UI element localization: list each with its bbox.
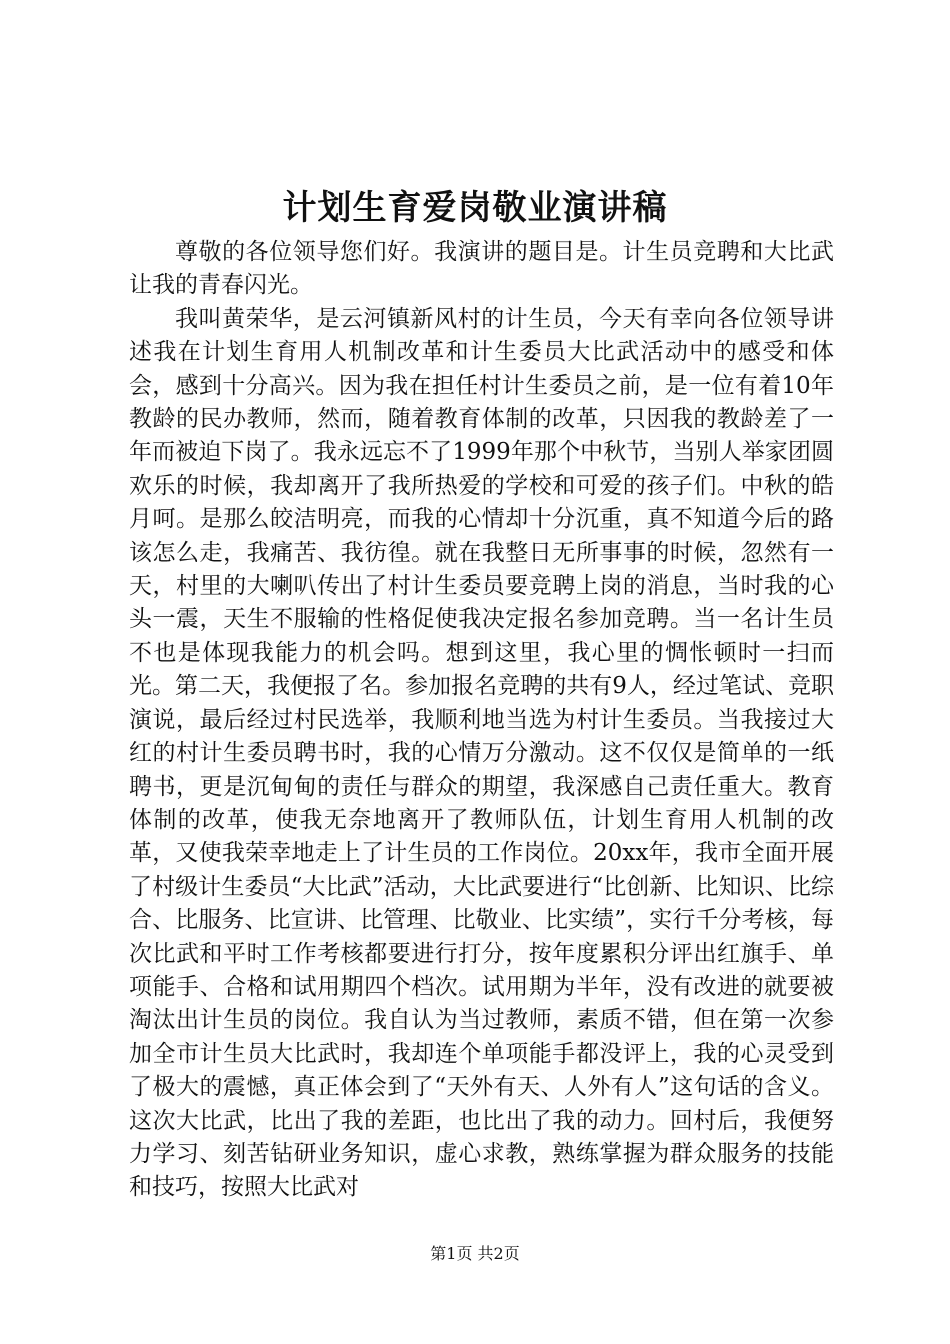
paragraph-greeting: 尊敬的各位领导您们好。我演讲的题目是。计生员竞聘和大比武让我的青春闪光。 — [129, 239, 834, 299]
document-body — [129, 236, 834, 1205]
page-number-footer: 第1页 共2页 — [430, 1244, 520, 1263]
paragraph-main: 我叫黄荣华，是云河镇新风村的计生员，今天有幸向各位领导讲述我在计划生育用人机制改革和计生委员大比武活动中的感受和体会，感到十分高兴。因为我在担任村计生委员之前，是一位有着10年教龄的民办教师，然而，随着教育体制的改革，只因我的教龄差了一年而被迫下岗了。我永远忘不了1999年那个中秋节，当别人举家团圆欢乐的时候，我却离开了我所热爱的学校和可爱的孩子们。中秋的皓月呵。是那么皎洁明亮，而我的心情却十分沉重，真不知道今后的路该怎么走，我痛苦、我彷徨。就在我整日无所事事的时候，忽然有一天，村里的大喇叭传出了村计生委员要竞聘上岗的消息，当时我的心头一震，天生不服输的性格促使我决定报名参加竞聘。当一名计生员不也是体现我能力的机会吗。想到这里，我心里的惆怅顿时一扫而光。第二天，我便报了名。参加报名竞聘的共有9人，经过笔试、竞职演说，最后经过村民选举，我顺利地当选为村计生委员。当我接过大红的村计生委员聘书时，我的心情万分激动。这不仅仅是简单的一纸聘书，更是沉甸甸的责任与群众的期望，我深感自己责任重大。教育体制的改革，使我无奈地离开了教师队伍，计划生育用人机制的改革，又使我荣幸地走上了计生员的工作岗位。20xx年，我市全面开展了村级计生委员“大比武”活动，大比武要进行“比创新、比知识、比综合、比服务、比宣讲、比管理、比敬业、比实绩”，实行千分考核，每次比武和平时工作考核都要进行打分，按年度累积分评出红旗手、单项能手、合格和试用期四个档次。试用期为半年，没有改进的就要被淘汰出计生员的岗位。我自认为当过教师，素质不错，但在第一次参加全市计生员大比武时，我却连个单项能手都没评上，我的心灵受到了极大的震憾，真正体会到了“天外有天、人外有人”这句话的含义。这次大比武，比出了我的差距，也比出了我的动力。回村后，我便努力学习、刻苦钻研业务知识，虚心求教，熟练掌握为群众服务的技能和技巧，按照大比武对 — [129, 305, 834, 1201]
document-title: 计划生育爱岗敬业演讲稿 — [282, 188, 668, 228]
